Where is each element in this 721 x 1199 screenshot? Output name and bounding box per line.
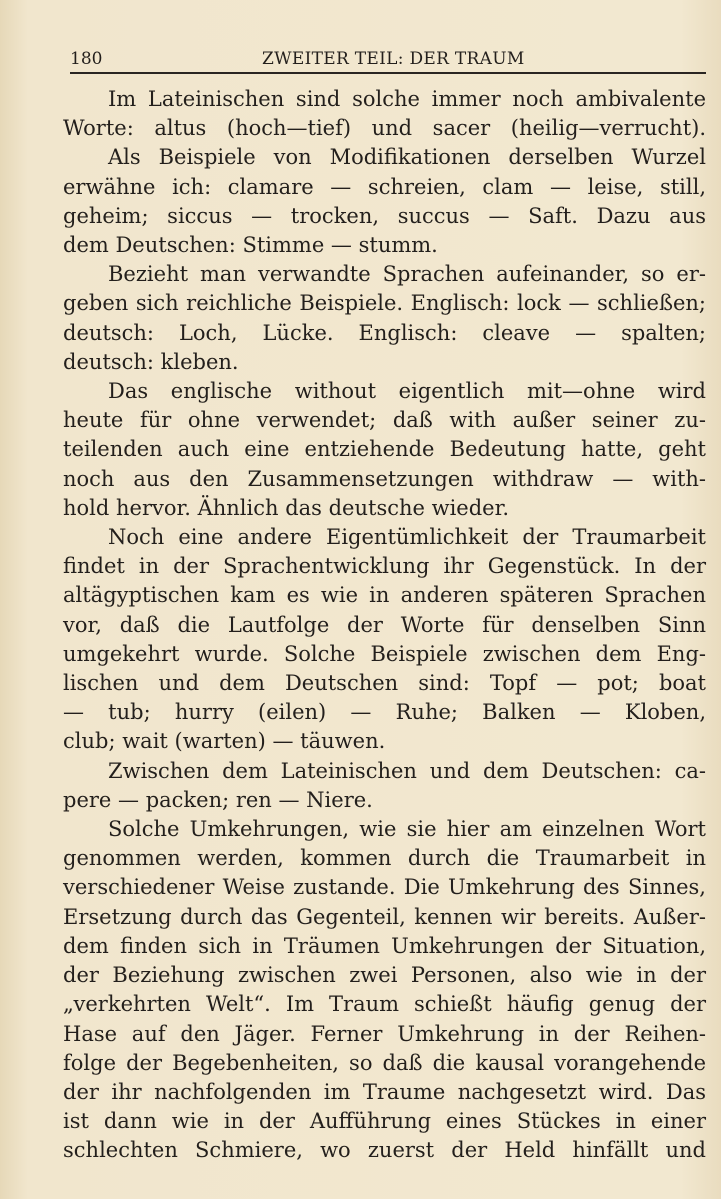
text-line: noch aus den Zusammensetzungen withdraw — with- — [63, 466, 706, 491]
text-line: teilenden auch eine entziehende Bedeutung hatte, geht — [63, 437, 706, 462]
text-line: findet in der Sprachentwicklung ihr Gegenstück. In der — [63, 554, 706, 579]
text-line: Bezieht man verwandte Sprachen aufeinander, so er- — [108, 262, 706, 287]
text-line: Das englische without eigentlich mit—ohne wird — [108, 379, 706, 404]
text-line: Im Lateinischen sind solche immer noch ambivalente — [108, 87, 706, 111]
text-line: pere — packen; ren — Niere. — [63, 787, 373, 812]
text-line: verschiedener Weise zustande. Die Umkehrung des Sinnes, — [63, 875, 706, 900]
text-line: dem Deutschen: Stimme — stumm. — [63, 233, 438, 258]
text-line: der ihr nachfolgenden im Traume nachgesetzt wird. Das — [63, 1079, 706, 1104]
text-line: Noch eine andere Eigentümlichkeit der Traumarbeit — [108, 525, 706, 550]
text-line: heute für ohne verwendet; daß with außer seiner zu- — [63, 408, 706, 433]
text-line: altägyptischen kam es wie in anderen späteren Sprachen — [63, 583, 706, 608]
text-line: schlechten Schmiere, wo zuerst der Held hinfällt und — [63, 1138, 706, 1163]
text-line: Hase auf den Jäger. Ferner Umkehrung in der Reihen- — [63, 1021, 706, 1046]
text-line: „verkehrten Welt“. Im Traum schießt häufig genug der — [63, 992, 706, 1017]
text-line: Worte: altus (hoch—tief) und sacer (heilig—verrucht). — [63, 116, 706, 141]
text-line: genommen werden, kommen durch die Traumarbeit in — [63, 846, 706, 871]
text-line: erwähne ich: clamare — schreien, clam — leise, still, — [63, 174, 706, 199]
text-line: Als Beispiele von Modifikationen derselben Wurzel — [108, 145, 706, 170]
text-line: Ersetzung durch das Gegenteil, kennen wir bereits. Außer- — [63, 904, 706, 929]
text-line: ist dann wie in der Aufführung eines Stückes in einer — [63, 1109, 706, 1134]
text-line: geheim; siccus — trocken, succus — Saft. Dazu aus — [63, 203, 706, 228]
text-line: hold hervor. Ähnlich das deutsche wieder. — [63, 495, 510, 520]
text-line: Zwischen dem Lateinischen und dem Deutschen: ca- — [108, 758, 706, 783]
text-line: dem finden sich in Träumen Umkehrungen der Situation, — [63, 933, 706, 958]
text-line: Solche Umkehrungen, wie sie hier am einzelnen Wort — [108, 817, 706, 842]
body-text — [63, 85, 706, 1166]
text-line: lischen und dem Deutschen sind: Topf — pot; boat — [63, 671, 706, 696]
text-line: vor, daß die Lautfolge der Worte für denselben Sinn — [63, 612, 706, 637]
text-line: geben sich reichliche Beispiele. Englisch: lock — schließen; — [63, 291, 706, 316]
text-line: club; wait (warten) — täuwen. — [63, 729, 386, 754]
page-number: 180 — [70, 49, 103, 69]
text-line: deutsch: kleben. — [63, 349, 239, 374]
text-line: der Beziehung zwischen zwei Personen, also wie in der — [63, 963, 706, 988]
text-line: — tub; hurry (eilen) — Ruhe; Balken — Kloben, — [63, 700, 706, 725]
running-header — [70, 48, 706, 74]
text-line: umgekehrt wurde. Solche Beispiele zwischen dem Eng- — [63, 641, 706, 666]
text-line: folge der Begebenheiten, so daß die kausal vorangehende — [63, 1050, 706, 1075]
chapter-title: ZWEITER TEIL: DER TRAUM — [262, 49, 525, 69]
text-line: deutsch: Loch, Lücke. Englisch: cleave — spalten; — [63, 320, 706, 345]
